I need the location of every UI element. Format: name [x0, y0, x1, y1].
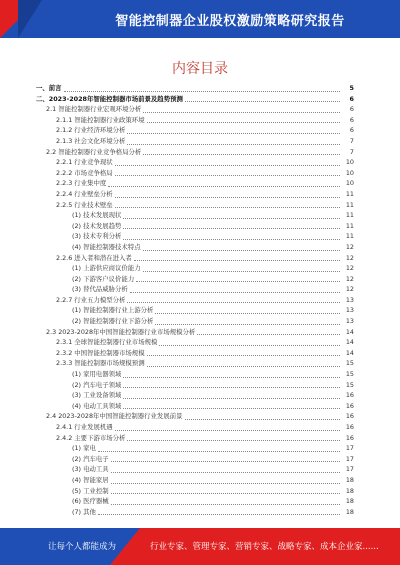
- toc-entry[interactable]: [36, 305, 354, 316]
- toc-entry-page: 15: [345, 359, 354, 368]
- toc-entry-label: (3) 替代品威胁分析: [72, 285, 128, 294]
- toc-entry-page: 14: [345, 327, 354, 336]
- toc-leader-dots: [147, 366, 340, 367]
- toc-leader-dots: [115, 430, 340, 431]
- toc-entry-label: (4) 智能控制器技术特点: [72, 242, 141, 251]
- toc-entry[interactable]: [36, 157, 354, 168]
- toc-leader-dots: [98, 514, 340, 515]
- toc-entry-page: 17: [345, 465, 354, 474]
- toc-entry-label: 2.2.5 行业技术壁垒: [56, 200, 113, 209]
- toc-entry-label: 2.1.3 社会文化环境分析: [56, 136, 126, 145]
- toc-entry[interactable]: [36, 348, 354, 359]
- toc-entry-label: (2) 汽车电子领域: [72, 380, 122, 389]
- toc-entry-label: (3) 工业设备领域: [72, 391, 122, 400]
- toc-entry-label: 2.2.2 市场竞争格局: [56, 168, 113, 177]
- toc-entry-page: 18: [345, 497, 354, 506]
- toc-entry[interactable]: [36, 83, 354, 94]
- toc-entry[interactable]: [36, 210, 354, 221]
- toc-leader-dots: [185, 419, 341, 420]
- toc-entry-label: 2.2.6 进入者和潜在进入者: [56, 253, 132, 262]
- toc-leader-dots: [134, 260, 340, 261]
- toc-entry-label: 2.3.3 智能控制器市场规模预测: [56, 359, 145, 368]
- toc-entry[interactable]: [36, 337, 354, 348]
- toc-entry-page: 12: [345, 285, 354, 294]
- toc-entry-page: 7: [349, 136, 354, 145]
- toc-leader-dots: [147, 355, 340, 356]
- toc-entry-page: 11: [345, 189, 354, 198]
- toc-entry-label: 2.2.4 行业壁垒分析: [56, 189, 113, 198]
- toc-entry-page: 13: [345, 317, 354, 326]
- toc-entry-page: 10: [345, 168, 354, 177]
- toc-leader-dots: [127, 144, 340, 145]
- toc-leader-dots: [123, 239, 340, 240]
- toc-leader-dots: [143, 271, 340, 272]
- toc-entry[interactable]: [36, 115, 354, 126]
- toc-entry[interactable]: [36, 263, 354, 274]
- header-dark-accent: [18, 0, 42, 38]
- toc-entry-label: 2.2.7 行业五力模型分析: [56, 295, 126, 304]
- toc-entry-page: 6: [349, 115, 354, 124]
- toc-entry-page: 12: [345, 274, 354, 283]
- toc-entry[interactable]: [36, 401, 354, 412]
- toc-entry[interactable]: [36, 168, 354, 179]
- toc-leader-dots: [115, 165, 340, 166]
- toc-entry[interactable]: [36, 94, 354, 105]
- toc-leader-dots: [111, 461, 340, 462]
- toc-entry-page: 11: [345, 221, 354, 230]
- toc-entry[interactable]: [36, 369, 354, 380]
- toc-entry-label: (2) 技术发展趋势: [72, 221, 122, 230]
- toc-entry-label: 2.2.3 行业集中度: [56, 179, 107, 188]
- toc-entry-page: 12: [345, 264, 354, 273]
- toc-entry-page: 11: [345, 211, 354, 220]
- report-title: 智能控制器企业股权激励策略研究报告: [115, 14, 345, 29]
- toc-entry[interactable]: [36, 284, 354, 295]
- report-footer: [0, 528, 400, 565]
- toc-entry[interactable]: [36, 433, 354, 444]
- toc-entry-label: 2.1.1 智能控制器行业政策环境: [56, 115, 145, 124]
- toc-entry-label: (2) 汽车电子: [72, 454, 109, 463]
- toc-entry-page: 14: [345, 338, 354, 347]
- toc-entry[interactable]: [36, 422, 354, 433]
- toc-entry-label: (1) 上游供应商议价能力: [72, 264, 141, 273]
- toc-entry-label: (3) 电动工具: [72, 465, 109, 474]
- toc-entry-label: (6) 医疗器械: [72, 497, 109, 506]
- toc-leader-dots: [185, 101, 340, 102]
- toc-entry-label: 2.1 智能控制器行业宏观环境分析: [46, 105, 142, 114]
- toc-entry[interactable]: [36, 475, 354, 486]
- toc-entry-page: 16: [345, 423, 354, 431]
- toc-entry-page: 5: [349, 84, 354, 92]
- toc-entry-page: 10: [345, 158, 354, 167]
- toc-leader-dots: [143, 250, 340, 251]
- toc-entry-label: (3) 技术专利分析: [72, 232, 122, 241]
- toc-entry-page: 13: [345, 295, 354, 304]
- toc-entry-page: 15: [345, 380, 354, 389]
- toc-heading: 内容目录: [172, 61, 228, 77]
- toc-entry-label: (1) 技术发展现状: [72, 211, 122, 220]
- toc-entry[interactable]: [36, 443, 354, 454]
- toc-entry-label: 2.2.1 行业竞争现状: [56, 158, 113, 167]
- toc-entry-page: 18: [345, 475, 354, 484]
- toc-leader-dots: [123, 387, 340, 388]
- toc-leader-dots: [127, 440, 340, 441]
- toc-entry[interactable]: [36, 231, 354, 242]
- toc-entry-label: 2.4 2023-2028年中国智能控制器行业发展前景: [46, 412, 183, 421]
- toc-entry[interactable]: [36, 411, 354, 422]
- toc-entry[interactable]: [36, 200, 354, 211]
- toc-leader-dots: [123, 228, 340, 229]
- toc-entry-page: 16: [345, 412, 354, 421]
- toc-entry-page: 11: [345, 232, 354, 241]
- toc-entry-label: 2.3 2023-2028年中国智能控制器行业市场规模分析: [46, 327, 196, 336]
- toc-entry-label: (2) 智能控制器行业下游分析: [72, 317, 154, 326]
- toc-entry[interactable]: [36, 507, 354, 518]
- toc-entry-label: (7) 其他: [72, 507, 96, 516]
- toc-entry-page: 6: [349, 126, 354, 135]
- toc-entry-page: 11: [345, 200, 354, 209]
- toc-entry-page: 17: [345, 444, 354, 453]
- toc-leader-dots: [143, 154, 340, 155]
- toc-leader-dots: [111, 493, 340, 494]
- toc-entry[interactable]: [36, 104, 354, 115]
- toc-entry[interactable]: [36, 454, 354, 465]
- toc-leader-dots: [64, 91, 340, 92]
- toc-entry[interactable]: [36, 274, 354, 285]
- toc-entry[interactable]: [36, 242, 354, 253]
- toc-entry-label: (4) 电动工具领域: [72, 401, 122, 410]
- toc-leader-dots: [115, 197, 340, 198]
- toc-entry-page: 16: [345, 433, 354, 442]
- toc-entry-label: 一、前言: [36, 84, 62, 92]
- toc-entry-page: 13: [345, 306, 354, 315]
- toc-entry[interactable]: [36, 486, 354, 497]
- toc-entry-label: 2.1.2 行业经济环境分析: [56, 126, 126, 135]
- toc-entry[interactable]: [36, 125, 354, 136]
- toc-leader-dots: [143, 112, 340, 113]
- toc-leader-dots: [111, 483, 340, 484]
- toc-entry-page: 6: [349, 94, 354, 103]
- toc-leader-dots: [123, 218, 340, 219]
- table-of-contents: [36, 83, 354, 517]
- toc-entry[interactable]: [36, 147, 354, 158]
- toc-entry-label: 2.3.2 中国智能控制器市场规模: [56, 348, 145, 357]
- toc-entry[interactable]: [36, 295, 354, 306]
- toc-leader-dots: [136, 281, 340, 282]
- toc-entry[interactable]: [36, 390, 354, 401]
- toc-leader-dots: [130, 292, 340, 293]
- toc-entry-page: 18: [345, 507, 354, 516]
- toc-entry-page: 15: [345, 370, 354, 379]
- toc-leader-dots: [111, 504, 340, 505]
- toc-entry-page: 14: [345, 348, 354, 357]
- toc-entry[interactable]: [36, 221, 354, 232]
- toc-leader-dots: [115, 207, 340, 208]
- toc-entry[interactable]: [36, 380, 354, 391]
- toc-entry-page: 16: [345, 401, 354, 410]
- toc-leader-dots: [108, 186, 340, 187]
- toc-leader-dots: [98, 451, 340, 452]
- toc-leader-dots: [155, 324, 340, 325]
- footer-slogan: 让每个人都能成为: [48, 542, 117, 552]
- toc-entry-label: 二、2023-2028年智能控制器市场前景及趋势预测: [36, 94, 183, 103]
- toc-entry-page: 18: [345, 486, 354, 495]
- toc-entry-page: 12: [345, 242, 354, 251]
- toc-entry-page: 6: [349, 105, 354, 114]
- toc-entry-page: 7: [349, 147, 354, 156]
- report-header: [0, 0, 400, 38]
- toc-leader-dots: [123, 398, 340, 399]
- toc-leader-dots: [197, 334, 340, 335]
- toc-entry[interactable]: [36, 358, 354, 369]
- toc-entry-page: 10: [345, 179, 354, 188]
- toc-entry[interactable]: [36, 178, 354, 189]
- toc-entry-page: 17: [345, 454, 354, 463]
- toc-entry-label: 2.3.1 全球智能控制器行业市场规模: [56, 338, 158, 347]
- toc-entry-label: (5) 工业控制: [72, 486, 109, 495]
- toc-entry-label: (2) 下游客户议价能力: [72, 274, 135, 283]
- toc-entry-page: 12: [345, 253, 354, 262]
- toc-entry[interactable]: [36, 464, 354, 475]
- toc-entry-label: 2.4.2 主要下游市场分析: [56, 433, 126, 442]
- toc-leader-dots: [123, 377, 340, 378]
- toc-leader-dots: [159, 345, 340, 346]
- toc-leader-dots: [111, 472, 340, 473]
- toc-leader-dots: [127, 133, 340, 134]
- toc-entry-label: (1) 智能控制器行业上游分析: [72, 306, 154, 315]
- toc-entry[interactable]: [36, 189, 354, 200]
- toc-leader-dots: [115, 175, 340, 176]
- toc-entry-page: 16: [345, 391, 354, 400]
- toc-entry-label: (1) 家电: [72, 444, 96, 453]
- toc-entry[interactable]: [36, 253, 354, 264]
- toc-leader-dots: [155, 313, 340, 314]
- toc-entry-label: (1) 家用电器领域: [72, 370, 122, 379]
- toc-entry[interactable]: [36, 316, 354, 327]
- toc-entry-label: 2.2 智能控制器行业竞争格局分析: [46, 147, 142, 156]
- toc-entry-label: 2.4.1 行业发展机遇: [56, 423, 113, 431]
- footer-roles: 行业专家、管理专家、营销专家、战略专家、成本企业家......: [150, 542, 379, 552]
- toc-leader-dots: [123, 408, 340, 409]
- toc-entry[interactable]: [36, 327, 354, 338]
- toc-entry[interactable]: [36, 136, 354, 147]
- toc-leader-dots: [147, 122, 340, 123]
- toc-entry-label: (4) 智能家居: [72, 475, 109, 484]
- toc-leader-dots: [127, 302, 340, 303]
- toc-entry[interactable]: [36, 496, 354, 507]
